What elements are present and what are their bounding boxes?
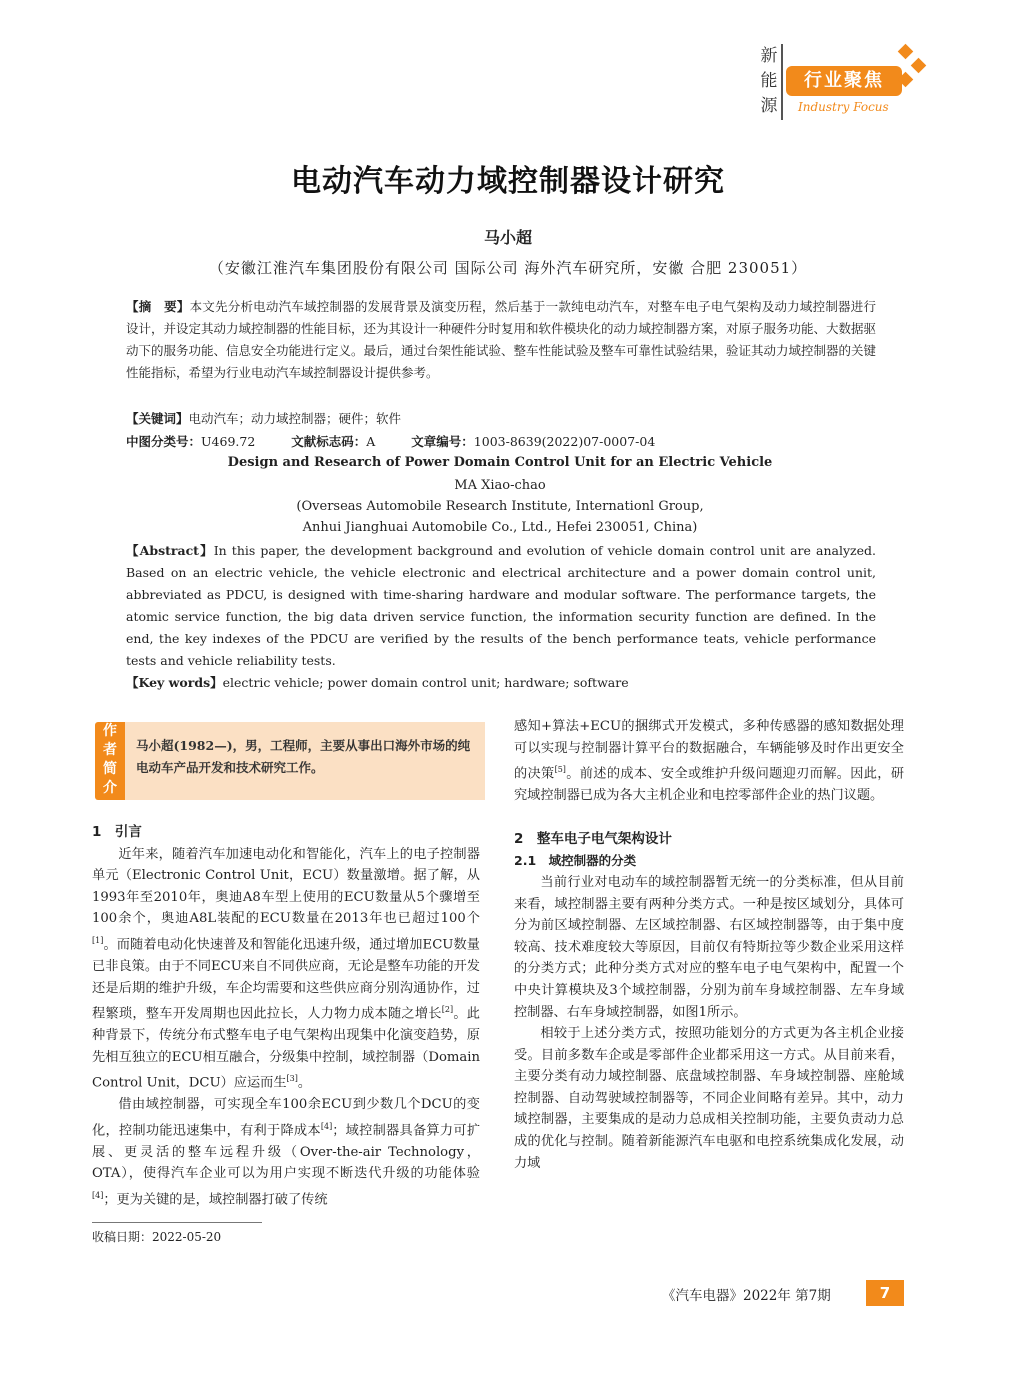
diamond-decoration-icon <box>898 44 914 60</box>
text-run: 。此种背景下，传统分布式整车电子电气架构出现集中化演变趋势，原先相互独立的ECU相互融合，分级集中控制，域控制器（Domain Control Unit，DCU）应运而生 <box>92 1006 480 1091</box>
diamond-decoration-icon <box>911 58 927 74</box>
keywords-en-text: electric vehicle; power domain control unit; hardware; software <box>222 675 629 690</box>
received-date: 收稿日期：2022-05-20 <box>92 1230 222 1244</box>
reference-mark[interactable]: [5] <box>554 765 566 775</box>
reference-mark[interactable]: [1] <box>92 935 104 945</box>
abstract-en-text: In this paper, the development background and evolution of vehicle domain control unit are analyzed. Based on an electric vehicle, the vehicle electronic and electrical architecture and a power domain control unit, abbreviated as PDCU, is designed with time-sharing hardware and modular software. The performance targets, the atomic service function, the big data driven service function, the information security function are defined. In the end, the key indexes of the PDCU are verified by the results of the bench performance teats, vehicle performance tests and vehicle reliability tests. <box>126 543 876 668</box>
reference-mark[interactable]: [4] <box>92 1191 104 1201</box>
classification-line <box>126 431 876 453</box>
paper-affiliation: （安徽江淮汽车集团股份有限公司 国际公司 海外汽车研究所，安徽 合肥 230051） <box>208 259 808 277</box>
text-run: 借由域控制器，可实现全车100余ECU到少数几个DCU的变化，控制功能迅速集中，有利于降成本 <box>92 1097 480 1139</box>
header-divider <box>781 44 783 120</box>
text-run: 感知+算法+ECU的捆绑式开发模式，多种传感器的感知数据处理可以实现与控制器计算平台的数据融合，车辆能够及时作出更安全的决策 <box>514 719 904 782</box>
paragraph <box>92 844 480 1095</box>
paragraph: 相较于上述分类方式，按照功能划分的方式更为各主机企业接受。目前多数车企或是零部件企业都采用这一方式。从目前来看，主要分类有动力域控制器、底盘域控制器、车身域控制器、座舱域控制器、自动驾驶域控制器等，不同企业间略有差异。其中，动力域控制器，主要集成的是动力总成相关控制功能，主要负责动力总成的优化与控制。随着新能源汽车电驱和电控系统集成化发展，动力域 <box>514 1026 904 1171</box>
clc-label: 中图分类号： <box>126 434 202 449</box>
paragraph <box>514 716 904 807</box>
english-title: Design and Research of Power Domain Control Unit for an Electric Vehicle <box>227 455 773 470</box>
vertical-char: 源 <box>760 96 778 116</box>
author-box-tab-char: 作 <box>103 723 117 739</box>
doc-code-label: 文献标志码： <box>291 434 367 449</box>
text-run: 近年来，随着汽车加速电动化和智能化，汽车上的电子控制器单元（Electronic Control Unit，ECU）数量激增。据了解，从1993年至2010年，奥迪A8车型上使用的ECU数量从5个骤增至100余个，奥迪A8L装配的ECU数量在2013年也已超过100个 <box>92 846 480 927</box>
keywords-cn-label: 【关键词】 <box>126 411 189 426</box>
abstract-cn-text: 本文先分析电动汽车域控制器的发展背景及演变历程，然后基于一款纯电动汽车，对整车电子电气架构及动力域控制器进行设计，并设定其动力域控制器的性能目标，还为其设计一种硬件分时复用和软件模块化的动力域控制器方案，对原子服务功能、大数据驱动下的服务功能、信息安全功能进行定义。最后，通过台架性能试验、整车性能试验及整车可靠性试验结果，验证其动力域控制器的关键性能指标，希望为行业电动汽车域控制器设计提供参考。 <box>126 299 877 380</box>
abstract-cn-label: 【摘 要】 <box>126 299 190 314</box>
abstract-cn <box>126 296 876 384</box>
author-box-tab-char: 介 <box>103 780 117 796</box>
text-run: ；域控制器具备算力可扩展、更灵活的整车远程升级（Over-the-air Technology，OTA），使得汽车企业可以为用户实现不断迭代升级的功能体验 <box>92 1123 481 1182</box>
section-1-heading: 1 引言 <box>92 824 142 840</box>
paper-title: 电动汽车动力域控制器设计研究 <box>291 164 725 199</box>
section-vertical-label <box>758 44 780 119</box>
abstract-en-label: 【Abstract】 <box>126 543 214 558</box>
section-badge-english: Industry Focus <box>798 100 889 114</box>
english-affiliation-line1: (Overseas Automobile Research Institute, Internationl Group, <box>296 499 704 514</box>
section-badge: 行业聚焦 <box>786 66 902 96</box>
author-bio: 马小超(1982—)，男，工程师，主要从事出口海外市场的纯电动车产品开发和技术研究工作。 <box>136 738 471 775</box>
journal-info: 《汽车电器》2022年 第7期 <box>662 1288 831 1304</box>
doc-code-value: A <box>366 434 376 449</box>
reference-mark[interactable]: [3] <box>286 1074 298 1084</box>
author-box-tab <box>95 722 125 800</box>
section-2-1-heading: 2.1 域控制器的分类 <box>514 853 637 869</box>
reference-mark[interactable]: [2] <box>441 1005 454 1015</box>
section-2-heading: 2 整车电子电气架构设计 <box>514 830 672 847</box>
paper-author: 马小超 <box>483 228 532 247</box>
page-number: 7 <box>866 1280 904 1306</box>
paragraph <box>92 1094 480 1211</box>
keywords-en-label: 【Key words】 <box>126 675 223 690</box>
text-run: ；更为关键的是，域控制器打破了传统 <box>103 1192 328 1208</box>
keywords-cn-text: 电动汽车；动力域控制器；硬件；软件 <box>188 411 402 426</box>
author-box-tab-char: 简 <box>103 761 117 777</box>
vertical-char: 能 <box>760 71 778 91</box>
english-author: MA Xiao-chao <box>454 478 546 493</box>
text-run: 。前述的成本、安全或维护升级问题迎刃而解。因此，研究域控制器已成为各大主机企业和电控零部件企业的热门议题。 <box>514 766 905 804</box>
reference-mark[interactable]: [4] <box>320 1121 333 1131</box>
keywords-en <box>126 672 876 694</box>
footnote-separator <box>92 1222 262 1223</box>
text-run: 。 <box>297 1075 312 1091</box>
text-run: 。而随着电动化快速普及和智能化迅速升级，通过增加ECU数量已非良策。由于不同ECU来自不同供应商，无论是整车功能的开发还是后期的维护升级，车企均需要和这些供应商分别沟通协作，过程繁琐，整车开发周期也因此拉长，人力物力成本随之增长 <box>92 937 480 1022</box>
article-number-value: 1003-8639(2022)07-0007-04 <box>473 434 656 449</box>
abstract-en <box>126 540 876 672</box>
paragraph: 当前行业对电动车的域控制器暂无统一的分类标准，但从目前来看，域控制器主要有两种分类方式。一种是按区域划分，具体可分为前区域控制器、左区域控制器、右区域控制器等，由于集中度较高、技术难度较大等原因，目前仅有特斯拉等少数企业采用这样的分类方式；此种分类方式对应的整车电子电气架构中，配置一个中央计算模块及3个域控制器，分别为前车身域控制器、左车身域控制器、右车身域控制器，如图1所示。 <box>514 874 904 1020</box>
author-box-tab-char: 者 <box>103 742 117 758</box>
english-affiliation-line2: Anhui Jianghuai Automobile Co., Ltd., Hefei 230051, China) <box>302 520 698 535</box>
left-column <box>92 822 480 1211</box>
keywords-cn <box>126 408 876 430</box>
right-column <box>514 716 904 1174</box>
clc-value: U469.72 <box>201 434 256 449</box>
vertical-char: 新 <box>760 46 778 66</box>
article-number-label: 文章编号： <box>411 434 474 449</box>
